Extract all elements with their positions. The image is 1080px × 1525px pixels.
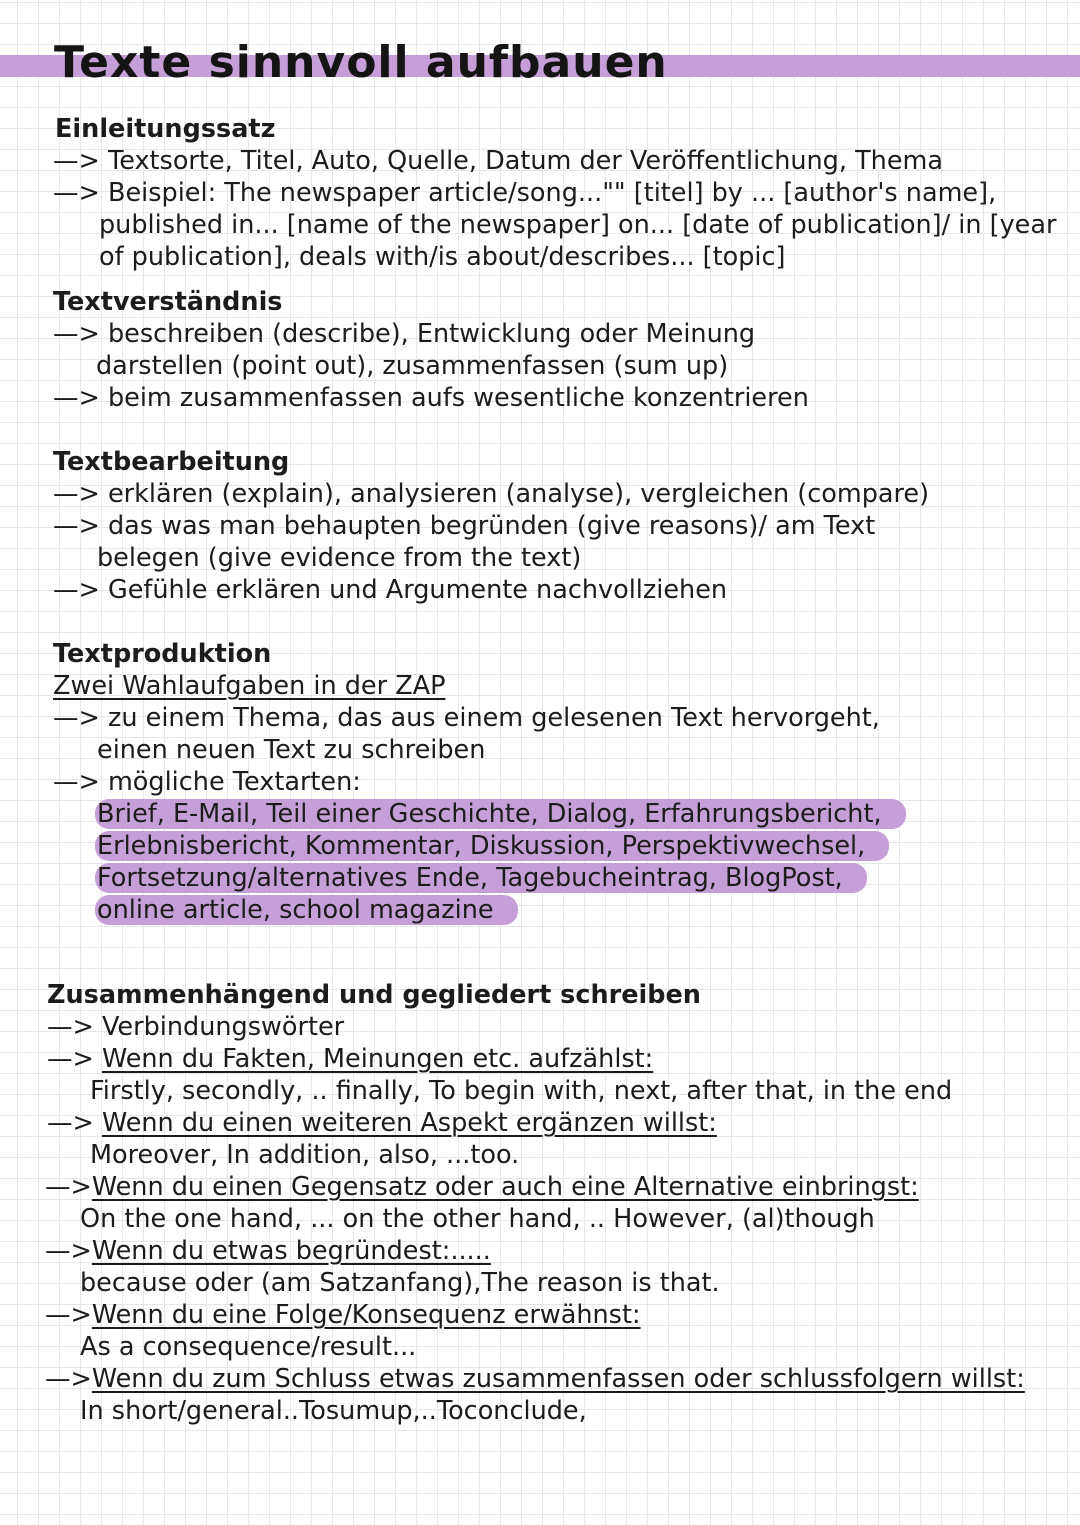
connector-example: because oder (am Satzanfang),The reason is that. xyxy=(80,1268,720,1298)
page-title: Texte sinnvoll aufbauen xyxy=(54,37,668,88)
einleitung-line: —> Textsorte, Titel, Auto, Quelle, Datum der Veröffentlichung, Thema xyxy=(53,146,943,176)
verstaendnis-line: —> beim zusammenfassen aufs wesentliche konzentrieren xyxy=(53,383,809,413)
verstaendnis-line: —> beschreiben (describe), Entwicklung oder Meinung xyxy=(53,319,756,349)
bearbeitung-line: —> erklären (explain), analysieren (analyse), vergleichen (compare) xyxy=(53,479,930,509)
bearbeitung-line: belegen (give evidence from the text) xyxy=(97,543,582,573)
arrow-icon: —> xyxy=(47,1044,94,1074)
text-type-line xyxy=(97,830,889,862)
connector-example: Firstly, secondly, .. finally, To begin with, next, after that, in the end xyxy=(90,1076,953,1106)
section-heading-bearbeitung: Textbearbeitung xyxy=(53,447,290,477)
text-type-line xyxy=(97,894,518,926)
text-type-line xyxy=(97,862,867,894)
text-type-highlight: Fortsetzung/alternatives Ende, Tagebucheintrag, BlogPost, xyxy=(95,863,867,893)
zusammenhaengend-intro: —> Verbindungswörter xyxy=(47,1012,345,1042)
connector-label: Wenn du etwas begründest:..... xyxy=(91,1236,491,1266)
bearbeitung-line: —> Gefühle erklären und Argumente nachvollziehen xyxy=(53,575,728,605)
connector-item xyxy=(45,1363,1025,1395)
produktion-subheading: Zwei Wahlaufgaben in der ZAP xyxy=(53,671,446,701)
connector-item xyxy=(47,1043,653,1075)
connector-item xyxy=(45,1299,641,1331)
arrow-icon: —> xyxy=(45,1172,92,1202)
section-heading-verstaendnis: Textverständnis xyxy=(53,287,283,317)
text-type-highlight: Erlebnisbericht, Kommentar, Diskussion, Perspektivwechsel, xyxy=(95,831,889,861)
section-heading-produktion: Textproduktion xyxy=(53,639,272,669)
connector-label: Wenn du einen weiteren Aspekt ergänzen willst: xyxy=(101,1108,717,1138)
connector-label: Wenn du einen Gegensatz oder auch eine Alternative einbringst: xyxy=(91,1172,919,1202)
verstaendnis-line: darstellen (point out), zusammenfassen (sum up) xyxy=(96,351,729,381)
text-type-highlight: online article, school magazine xyxy=(95,895,518,925)
produktion-line: —> mögliche Textarten: xyxy=(53,767,361,797)
text-type-line xyxy=(97,798,906,830)
text-type-highlight: Brief, E-Mail, Teil einer Geschichte, Dialog, Erfahrungsbericht, xyxy=(95,799,906,829)
einleitung-line: —> Beispiel: The newspaper article/song..."" [titel] by ... [author's name], xyxy=(53,178,997,208)
connector-item xyxy=(47,1107,717,1139)
connector-item xyxy=(45,1171,919,1203)
connector-label: Wenn du zum Schluss etwas zusammenfassen oder schlussfolgern willst: xyxy=(91,1364,1025,1394)
bearbeitung-line: —> das was man behaupten begründen (give reasons)/ am Text xyxy=(53,511,876,541)
connector-example: In short/general..Tosumup,..Toconclude, xyxy=(80,1396,587,1426)
produktion-line: —> zu einem Thema, das aus einem gelesenen Text hervorgeht, xyxy=(53,703,880,733)
connector-example: As a consequence/result... xyxy=(80,1332,417,1362)
einleitung-line: of publication], deals with/is about/describes... [topic] xyxy=(99,242,786,272)
einleitung-line: published in... [name of the newspaper] on... [date of publication]/ in [year xyxy=(99,210,1057,240)
arrow-icon: —> xyxy=(45,1236,92,1266)
arrow-icon: —> xyxy=(47,1108,94,1138)
arrow-icon: —> xyxy=(45,1300,92,1330)
connector-label: Wenn du eine Folge/Konsequenz erwähnst: xyxy=(91,1300,641,1330)
arrow-icon: —> xyxy=(45,1364,92,1394)
connector-example: On the one hand, ... on the other hand, .. However, (al)though xyxy=(80,1204,875,1234)
connector-example: Moreover, In addition, also, ...too. xyxy=(90,1140,520,1170)
section-heading-zusammenhaengend: Zusammenhängend und gegliedert schreiben xyxy=(47,980,701,1010)
section-heading-einleitung: Einleitungssatz xyxy=(55,114,276,144)
connector-item xyxy=(45,1235,491,1267)
produktion-line: einen neuen Text zu schreiben xyxy=(97,735,486,765)
connector-label: Wenn du Fakten, Meinungen etc. aufzählst: xyxy=(101,1044,654,1074)
